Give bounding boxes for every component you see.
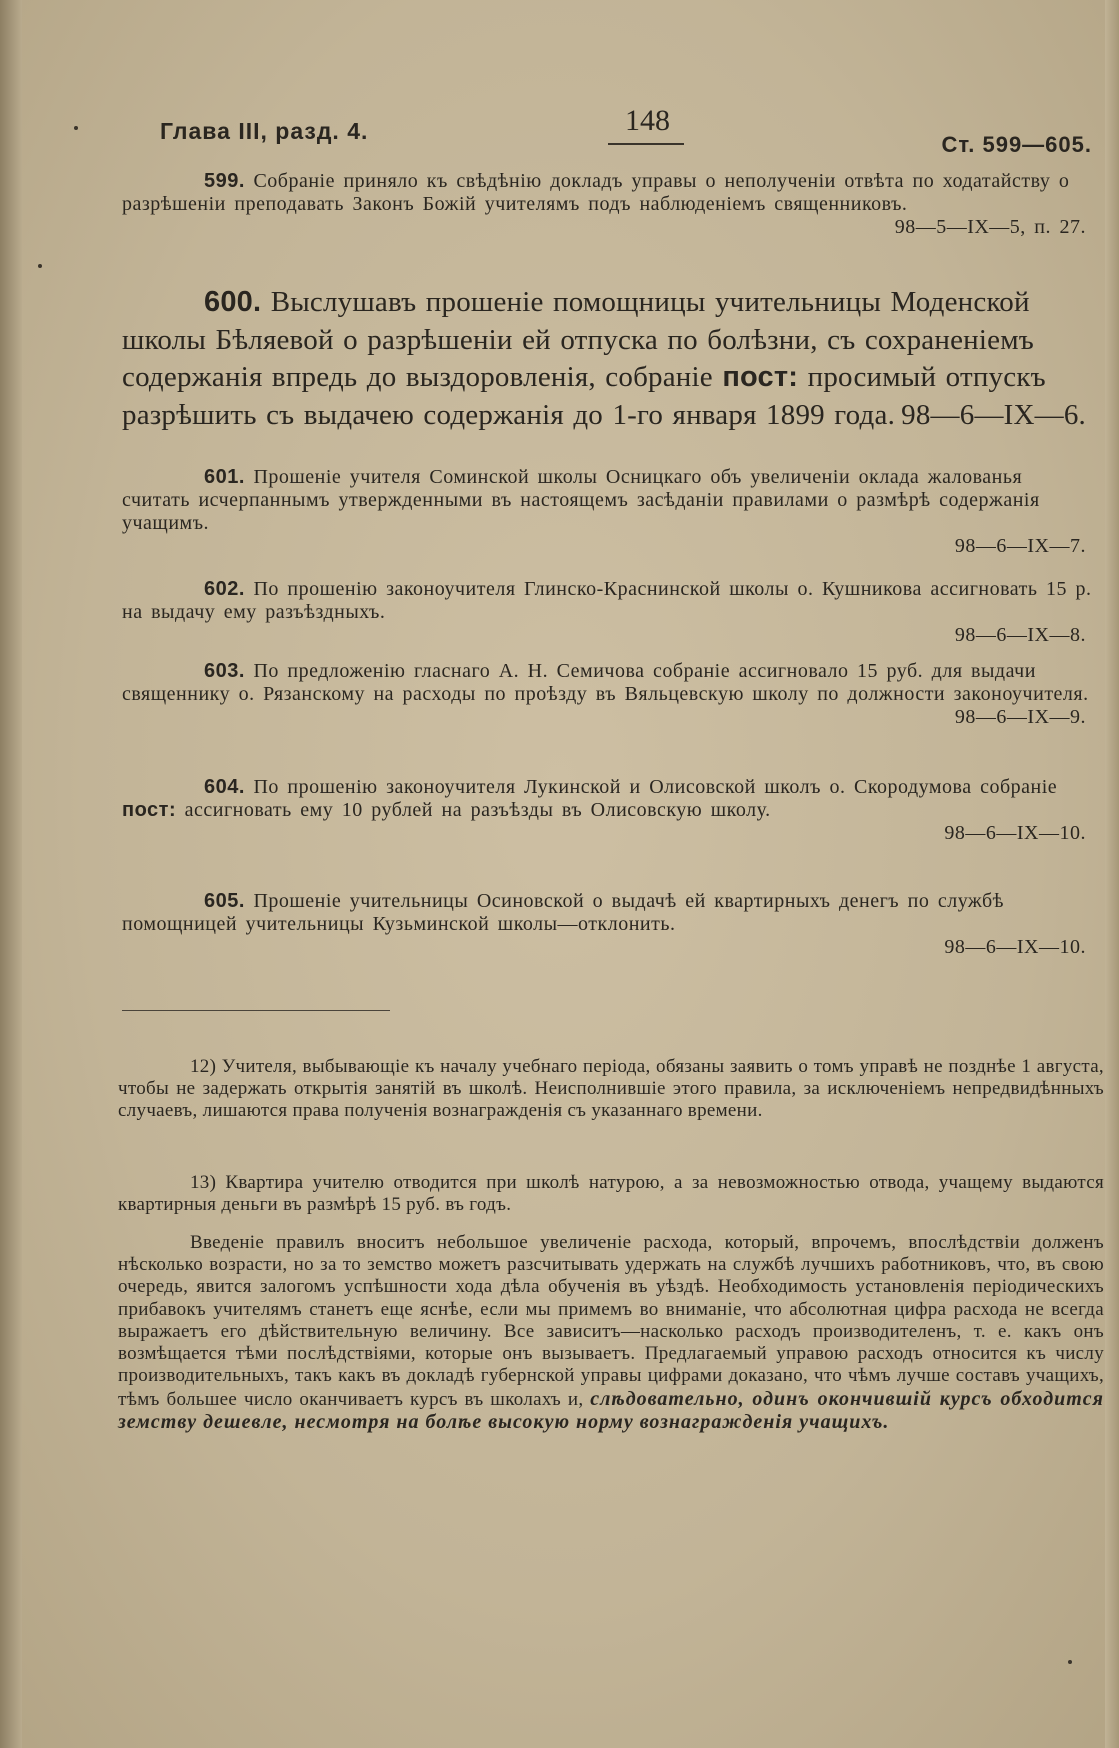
footnote-rule-13 xyxy=(118,1172,1104,1216)
chapter-label: Глава III, разд. 4. xyxy=(160,118,369,144)
entry-604 xyxy=(122,776,1092,845)
entry-text: Выслушавъ прошеніе помощницы учительницы Моденской школы Бѣляевой о разрѣшеніи ей отпуска по болѣзни, съ сохраненіемъ содержанія впредь до выздоровленія, собраніе xyxy=(122,286,1034,394)
entry-text: По прошенію законоучителя Глинско-Краснинской школы о. Кушникова ассигновать 15 р. на выдачу ему разъѣздныхъ. xyxy=(122,578,1092,623)
ink-speck xyxy=(1068,1660,1072,1664)
entry-number: 603. xyxy=(204,660,245,682)
entry-text: Собраніе приняло къ свѣдѣнію докладъ управы о неполученіи отвѣта по ходатайству о разрѣшеніи преподавать Законъ Божій учителямъ подъ наблюденіемъ священниковъ. xyxy=(122,170,1070,215)
entry-text: Прошеніе учительницы Осиновской о выдачѣ ей квартирныхъ денегъ по службѣ помощницей учительницы Кузьминской школы—отклонить. xyxy=(122,890,1005,935)
resolution-keyword: пост: xyxy=(722,361,799,394)
page-header xyxy=(160,104,1100,160)
entry-text-continued: просимый отпускъ разрѣшить съ выдачею содержанія до 1-го января 1899 года. xyxy=(122,361,1046,432)
entry-number: 600. xyxy=(204,286,262,318)
footnote-rule-12 xyxy=(118,1056,1104,1123)
page-left-edge xyxy=(0,0,22,1748)
footnote-conclusion: слѣдовательно, одинъ окончившій курсъ обходится земству дешевле, несмотря на болѣе высокую норму вознагражденія учащихъ. xyxy=(118,1387,1104,1433)
footnote-text: 13) Квартира учителю отводится при школѣ натурою, а за невозможностью отвода, учащему выдаются квартирныя деньги въ размѣрѣ 15 руб. въ годъ. xyxy=(118,1172,1104,1216)
entry-601 xyxy=(122,466,1092,558)
entry-reference: 98—6—IX—10. xyxy=(944,936,1086,958)
entry-reference: 98—6—IX—10. xyxy=(944,822,1086,844)
ink-speck xyxy=(38,264,42,268)
entry-text: По предложенію гласнаго А. Н. Семичова собраніе ассигновало 15 руб. для выдачи священнику о. Рязанскому на расходы по проѣзду въ Вяльцевскую школу по должности законоучителя. xyxy=(122,660,1089,705)
entry-reference: 98—6—IX—7. xyxy=(954,535,1086,557)
entry-number: 602. xyxy=(204,578,245,600)
footnote-commentary xyxy=(118,1232,1104,1434)
entry-number: 601. xyxy=(204,466,245,488)
entry-603 xyxy=(122,660,1092,729)
entry-number: 605. xyxy=(204,890,245,912)
page-number-rule xyxy=(608,143,684,145)
article-range: Ст. 599—605. xyxy=(941,132,1092,157)
entry-reference: 98—6—IX—6. xyxy=(901,399,1086,432)
entry-600 xyxy=(122,284,1092,435)
page-number: 148 xyxy=(625,104,670,137)
footnote-divider xyxy=(122,1010,390,1011)
page-right-edge xyxy=(1105,0,1119,1748)
entry-number: 604. xyxy=(204,776,245,798)
entry-reference: 98—5—IX—5, п. 27. xyxy=(894,216,1086,238)
resolution-keyword: пост: xyxy=(122,799,177,821)
entry-reference: 98—6—IX—9. xyxy=(954,706,1086,728)
entry-text: Прошеніе учителя Соминской школы Осницкаго объ увеличеніи оклада жалованья считать исчерпаннымъ утвержденными въ настоящемъ засѣданіи правилами о размѣрѣ содержанія учащимъ. xyxy=(122,466,1040,534)
entry-reference: 98—6—IX—8. xyxy=(954,624,1086,646)
footnote-text: Введеніе правилъ вноситъ небольшое увеличеніе расхода, который, впрочемъ, впослѣдствіи долженъ нѣсколько возрасти, но за то земство можетъ разсчитывать удержать на службѣ лучшихъ работниковъ, что, въ свою очередь, явится залогомъ успѣшности хода дѣла обученія въ уѣздѣ. Необходимость установленія періодическихъ прибавокъ учителямъ станетъ еще яснѣе, если мы примемъ во вниманіе, что абсолютная цифра расхода не всегда выражаетъ его дѣйствительную величину. Все зависитъ—насколько расходъ производителенъ, т. е. какъ онъ возмѣщается тѣми послѣдствіями, которые онъ вызываетъ. Предлагаемый управою расходъ относится къ числу производительныхъ, такъ какъ въ докладѣ губернской управы цифрами доказано, что чѣмъ лучше составъ учащихъ, тѣмъ большее число оканчиваетъ курсъ въ школахъ и, xyxy=(118,1232,1104,1410)
entry-605 xyxy=(122,890,1092,959)
ink-speck xyxy=(74,126,78,130)
entry-602 xyxy=(122,578,1092,647)
entry-599 xyxy=(122,170,1092,239)
entry-text: По прошенію законоучителя Лукинской и Олисовской школъ о. Скородумова собраніе xyxy=(253,776,1058,798)
footnote-text: 12) Учителя, выбывающіе къ началу учебнаго періода, обязаны заявить о томъ управѣ не позднѣе 1 августа, чтобы не задержать открытія занятій въ школѣ. Неисполнившіе этого правила, за исключеніемъ непредвидѣнныхъ случаевъ, лишаются права полученія вознагражденія съ указаннаго времени. xyxy=(118,1056,1104,1122)
entry-text-continued: ассигновать ему 10 рублей на разъѣзды въ Олисовскую школу. xyxy=(184,799,771,821)
entry-number: 599. xyxy=(204,170,245,192)
